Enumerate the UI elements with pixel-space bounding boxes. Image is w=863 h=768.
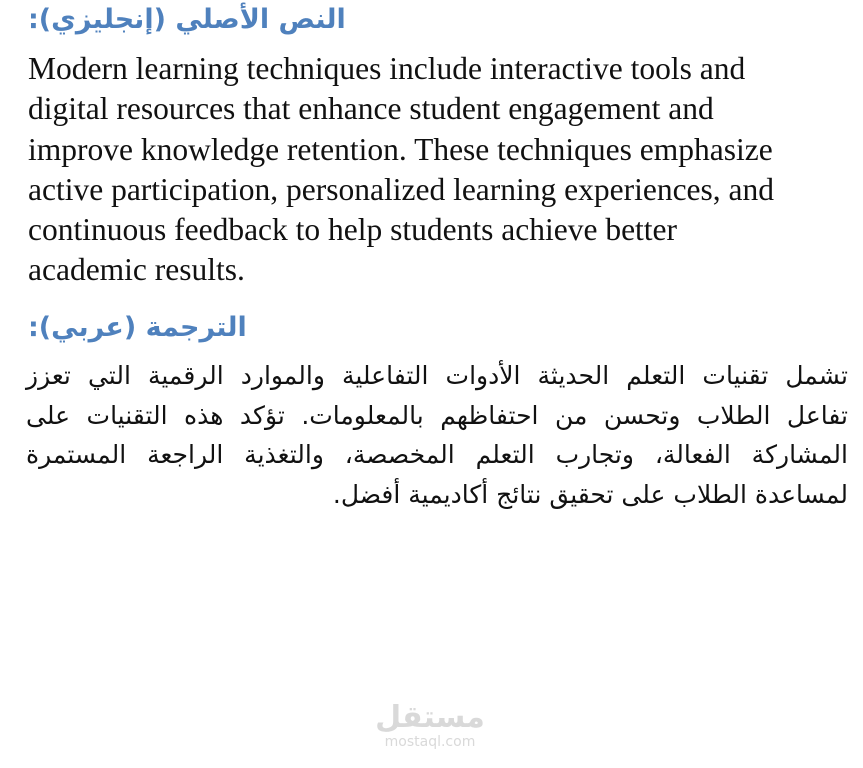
watermark-logo: مستقل	[375, 700, 485, 735]
watermark-url: mostaql.com	[384, 734, 476, 750]
mostaql-watermark	[360, 702, 500, 750]
translation-heading: الترجمة (عربي):	[28, 312, 247, 343]
arabic-translation-paragraph	[26, 356, 848, 514]
paragraph-line: تفاعل الطلاب وتحسن من احتفاظهم بالمعلومات. تؤكد هذه التقنيات على	[26, 400, 848, 430]
original-english-paragraph	[28, 49, 858, 291]
paragraph-line: Modern learning techniques include interactive tools and	[28, 51, 746, 86]
paragraph-line: المشاركة الفعالة، وتجارب التعلم المخصصة، والتغذية الراجعة المستمرة	[26, 440, 848, 469]
original-text-heading: النص الأصلي (إنجليزي):	[28, 4, 346, 35]
paragraph-line: improve knowledge retention. These techniques emphasize	[28, 131, 773, 167]
paragraph-line: academic results.	[28, 252, 245, 288]
paragraph-line: active participation, personalized learning experiences, and	[28, 171, 775, 207]
paragraph-line: digital resources that enhance student engagement and	[28, 91, 714, 127]
paragraph-line: لمساعدة الطلاب على تحقيق نتائج أكاديمية أفضل.	[332, 479, 848, 509]
paragraph-line: continuous feedback to help students achieve better	[28, 212, 678, 248]
paragraph-line: تشمل تقنيات التعلم الحديثة الأدوات التفاعلية والموارد الرقمية التي تعزز	[26, 361, 848, 390]
